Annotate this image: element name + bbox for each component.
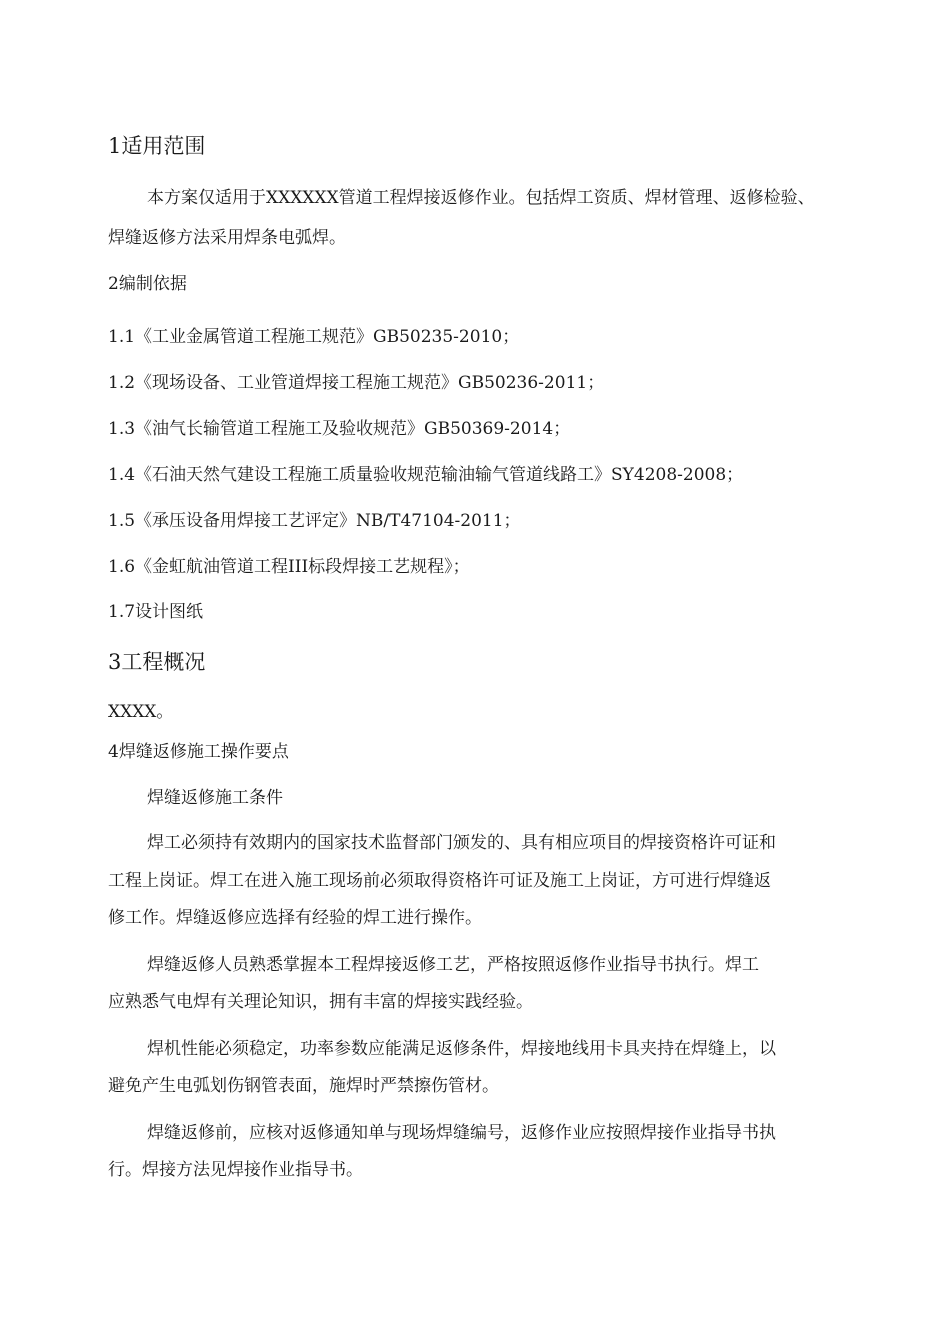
paragraph-1-line-2: 工程上岗证。焊工在进入施工现场前必须取得资格许可证及施工上岗证，方可进行焊缝返 — [108, 871, 771, 891]
reference-item: 1.2《现场设备、工业管道焊接工程施工规范》GB50236-2011； — [108, 373, 605, 393]
reference-item: 1.3《油气长输管道工程施工及验收规范》GB50369-2014； — [108, 419, 571, 439]
section-3-body: XXXX。 — [108, 702, 174, 722]
section-4-title: 4焊缝返修施工操作要点 — [108, 742, 289, 762]
paragraph-4-line-1: 焊缝返修前，应核对返修通知单与现场焊缝编号，返修作业应按照焊接作业指导书执 — [147, 1123, 776, 1143]
reference-item: 1.5《承压设备用焊接工艺评定》NB/T47104-2011； — [108, 511, 521, 531]
paragraph-3-line-2: 避免产生电弧划伤钢管表面，施焊时严禁擦伤管材。 — [108, 1076, 499, 1096]
section-4-subtitle: 焊缝返修施工条件 — [147, 788, 283, 808]
section-2-title: 2编制依据 — [108, 274, 187, 294]
paragraph-1-line-3: 修工作。焊缝返修应选择有经验的焊工进行操作。 — [108, 908, 482, 928]
paragraph-3-line-1: 焊机性能必须稳定，功率参数应能满足返修条件，焊接地线用卡具夹持在焊缝上，以 — [147, 1039, 776, 1059]
reference-item: 1.4《石油天然气建设工程施工质量验收规范输油输气管道线路工》SY4208-2008； — [108, 465, 744, 485]
paragraph-4-line-2: 行。焊接方法见焊接作业指导书。 — [108, 1160, 363, 1180]
reference-item: 1.7设计图纸 — [108, 602, 204, 622]
paragraph-2-line-2: 应熟悉气电焊有关理论知识，拥有丰富的焊接实践经验。 — [108, 992, 533, 1012]
paragraph-2-line-1: 焊缝返修人员熟悉掌握本工程焊接返修工艺，严格按照返修作业指导书执行。焊工 — [147, 955, 759, 975]
section-1-paragraph-line-1: 本方案仅适用于XXXXXX管道工程焊接返修作业。包括焊工资质、焊材管理、返修检验、 — [147, 188, 815, 208]
reference-item: 1.1《工业金属管道工程施工规范》GB50235-2010； — [108, 327, 520, 347]
paragraph-1-line-1: 焊工必须持有效期内的国家技术监督部门颁发的、具有相应项目的焊接资格许可证和 — [147, 833, 776, 853]
section-3-title: 3工程概况 — [108, 650, 206, 674]
section-1-paragraph-line-2: 焊缝返修方法采用焊条电弧焊。 — [108, 228, 346, 248]
reference-item: 1.6《金虹航油管道工程III标段焊接工艺规程》； — [108, 557, 470, 577]
section-1-title: 1适用范围 — [108, 134, 206, 158]
